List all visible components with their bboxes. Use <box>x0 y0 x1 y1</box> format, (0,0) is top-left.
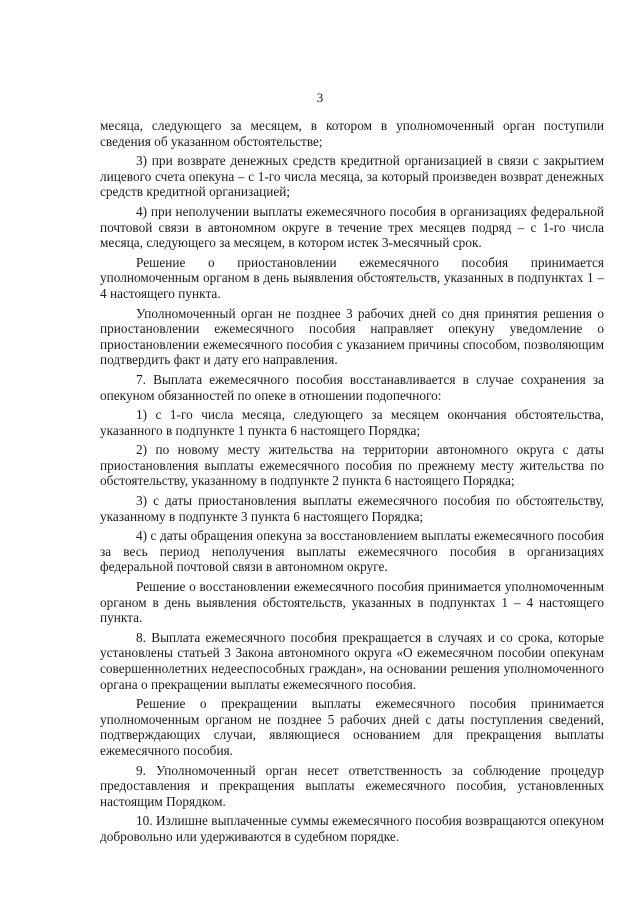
paragraph: Уполномоченный орган не позднее 3 рабочих дней со дня принятия решения о приостановлении ежемесячного пособия направляет опекуну уведомление о приостановлении ежемесячного пособия с указанием причины способом, позволяющим подтвердить факт и дату его направления. <box>100 305 604 368</box>
paragraph: 9. Уполномоченный орган несет ответственность за соблюдение процедур предоставления и прекращения выплаты ежемесячного пособия, установленных настоящим Порядком. <box>100 762 604 809</box>
paragraph: 1) с 1-го числа месяца, следующего за месяцем окончания обстоятельства, указанного в подпункте 1 пункта 6 настоящего Порядка; <box>100 407 604 438</box>
paragraph: 7. Выплата ежемесячного пособия восстанавливается в случае сохранения за опекуном обязанностей по опеке в отношении подопечного: <box>100 371 604 403</box>
document-body <box>100 118 604 845</box>
paragraph: 4) с даты обращения опекуна за восстановлением выплаты ежемесячного пособия за весь период неполучения выплаты ежемесячного пособия в организациях федеральной почтовой связи в автономном округе. <box>100 528 604 575</box>
paragraph: 10. Излишне выплаченные суммы ежемесячного пособия возвращаются опекуном добровольно или удерживаются в судебном порядке. <box>100 813 604 844</box>
paragraph: 8. Выплата ежемесячного пособия прекращается в случаях и со срока, которые установлены статьей 3 Закона автономного округа «О ежемесячном пособии опекунам совершеннолетних недееспособных граждан», на основании решения уполномоченного органа о прекращении выплаты ежемесячного пособия. <box>100 629 604 692</box>
paragraph: Решение о приостановлении ежемесячного пособия принимается уполномоченным органом в день выявления обстоятельств, указанных в подпунктах 1 – 4 настоящего пункта. <box>100 254 604 301</box>
paragraph: 2) по новому месту жительства на территории автономного округа с даты приостановления выплаты ежемесячного пособия по прежнему месту жительства по обстоятельству, указанному в подпункте 2 пункта 6 настоящего Порядка; <box>100 442 604 489</box>
paragraph: 3) при возврате денежных средств кредитной организацией в связи с закрытием лицевого счета опекуна – с 1-го числа месяца, за который произведен возврат денежных средств кредитной организацией; <box>100 153 604 200</box>
paragraph: месяца, следующего за месяцем, в котором в уполномоченный орган поступили сведения об указанном обстоятельстве; <box>100 118 604 149</box>
paragraph: Решение о прекращении выплаты ежемесячного пособия принимается уполномоченным органом не позднее 5 рабочих дней с даты поступления сведений, подтверждающих случаи, являющиеся основанием для прекращения выплаты ежемесячного пособия. <box>100 696 604 758</box>
paragraph: 3) с даты приостановления выплаты ежемесячного пособия по обстоятельству, указанному в подпункте 3 пункта 6 настоящего Порядка; <box>100 493 604 524</box>
paragraph: 4) при неполучении выплаты ежемесячного пособия в организациях федеральной почтовой связи в автономном округе в течение трех месяцев подряд – с 1-го числа месяца, следующего за месяцем, в котором истек 3-месячный срок. <box>100 203 604 251</box>
page-number: 3 <box>316 90 324 105</box>
paragraph: Решение о восстановлении ежемесячного пособия принимается уполномоченным органом в день выявления обстоятельств, указанных в подпунктах 1 – 4 настоящего пункта. <box>100 579 604 626</box>
